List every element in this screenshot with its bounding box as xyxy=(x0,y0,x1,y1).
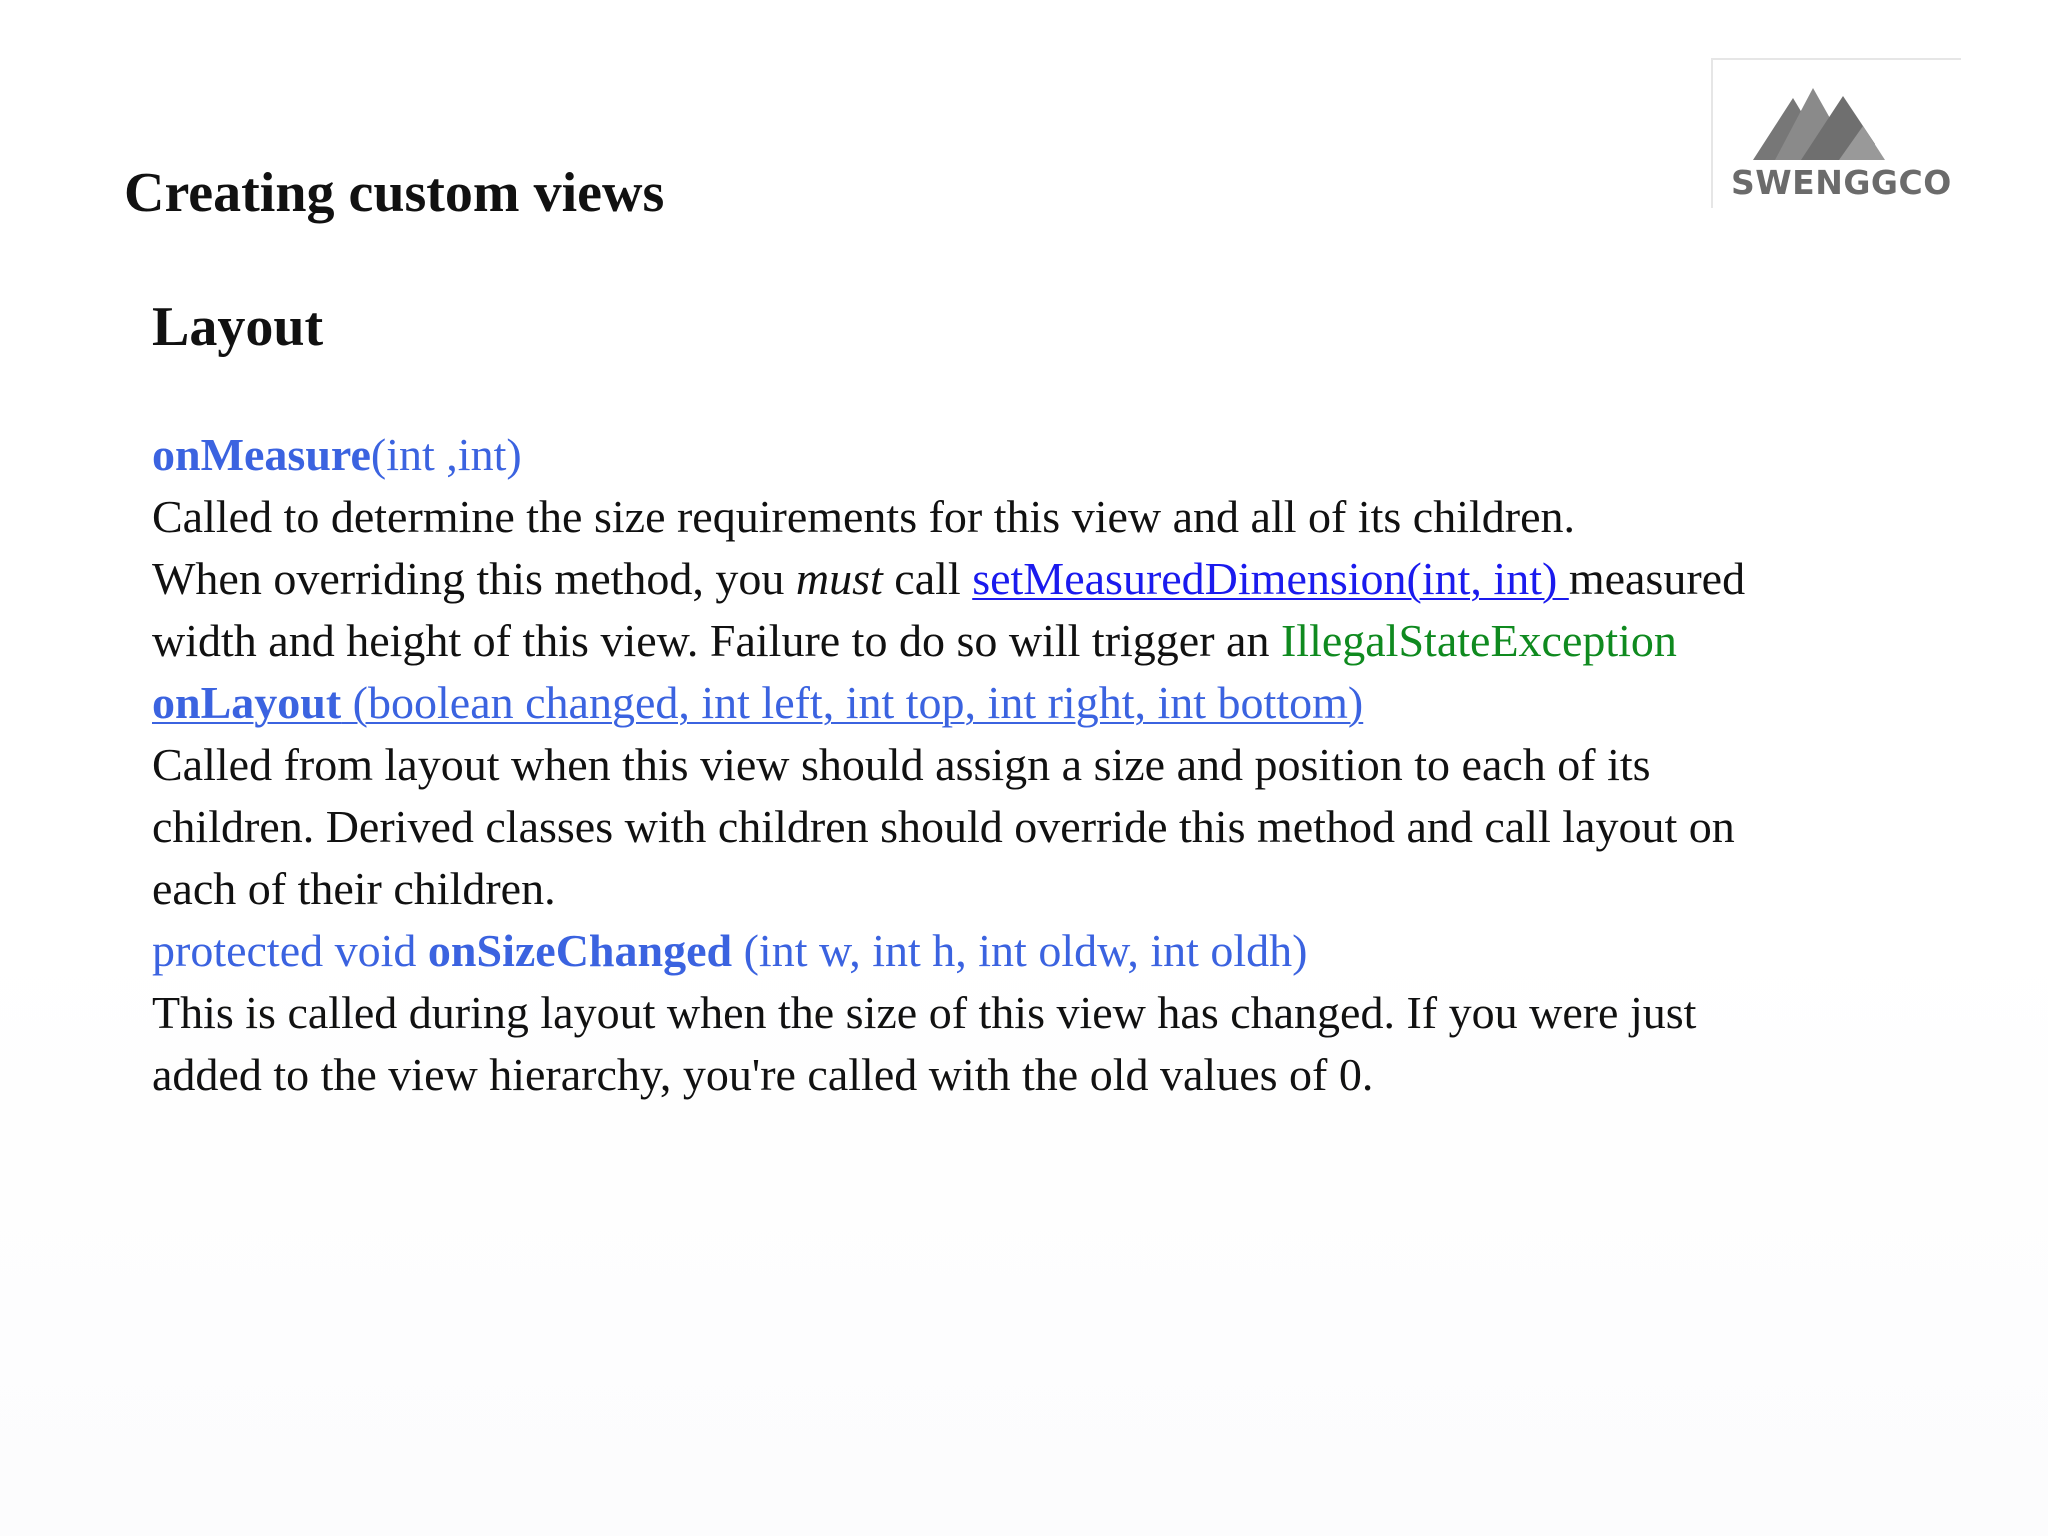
on-layout-description-2: children. Derived classes with children should override this method and call layout on xyxy=(152,801,1735,852)
on-measure-description-3 xyxy=(152,610,1952,672)
on-layout-description-1: Called from layout when this view should assign a size and position to each of its xyxy=(152,739,1651,790)
text-fragment: width and height of this view. Failure to do so will trigger an xyxy=(152,615,1281,666)
on-size-changed-prefix: protected void xyxy=(152,925,428,976)
on-measure-description-1: Called to determine the size requirements for this view and all of its children. xyxy=(152,491,1576,542)
on-layout-link[interactable] xyxy=(152,677,1363,728)
on-size-changed-description-1: This is called during layout when the size of this view has changed. If you were just xyxy=(152,987,1697,1038)
on-measure-params: (int ,int) xyxy=(370,429,522,480)
on-layout-description-3: each of their children. xyxy=(152,863,556,914)
on-layout-name: onLayout xyxy=(152,677,342,728)
on-size-changed-signature xyxy=(152,920,1952,982)
slide-title: Creating custom views xyxy=(124,162,665,224)
on-size-changed-params: (int w, int h, int oldw, int oldh) xyxy=(732,925,1308,976)
slide-body xyxy=(152,424,1952,1106)
mountain-logo-icon xyxy=(1713,60,1963,210)
swenggco-logo xyxy=(1711,58,1961,208)
section-heading: Layout xyxy=(152,296,324,358)
text-fragment: measured xyxy=(1568,553,1746,604)
logo-text: SWENGGCO xyxy=(1731,163,1952,202)
on-layout-params: (boolean changed, int left, int top, int right, int bottom) xyxy=(341,677,1364,728)
on-size-changed-description-2: added to the view hierarchy, you're called with the old values of 0. xyxy=(152,1049,1374,1100)
text-fragment: When overriding this method, you xyxy=(152,553,796,604)
on-measure-description-2 xyxy=(152,548,1952,610)
must-emphasis: must xyxy=(795,553,883,604)
text-fragment: call xyxy=(882,553,973,604)
on-layout-signature-link[interactable] xyxy=(152,672,1952,734)
illegal-state-exception: IllegalStateException xyxy=(1280,615,1677,666)
on-size-changed-name: onSizeChanged xyxy=(427,925,733,976)
on-measure-name: onMeasure xyxy=(152,429,371,480)
set-measured-dimension-link[interactable]: setMeasuredDimension(int, int) xyxy=(972,553,1569,604)
on-measure-signature xyxy=(152,424,1952,486)
